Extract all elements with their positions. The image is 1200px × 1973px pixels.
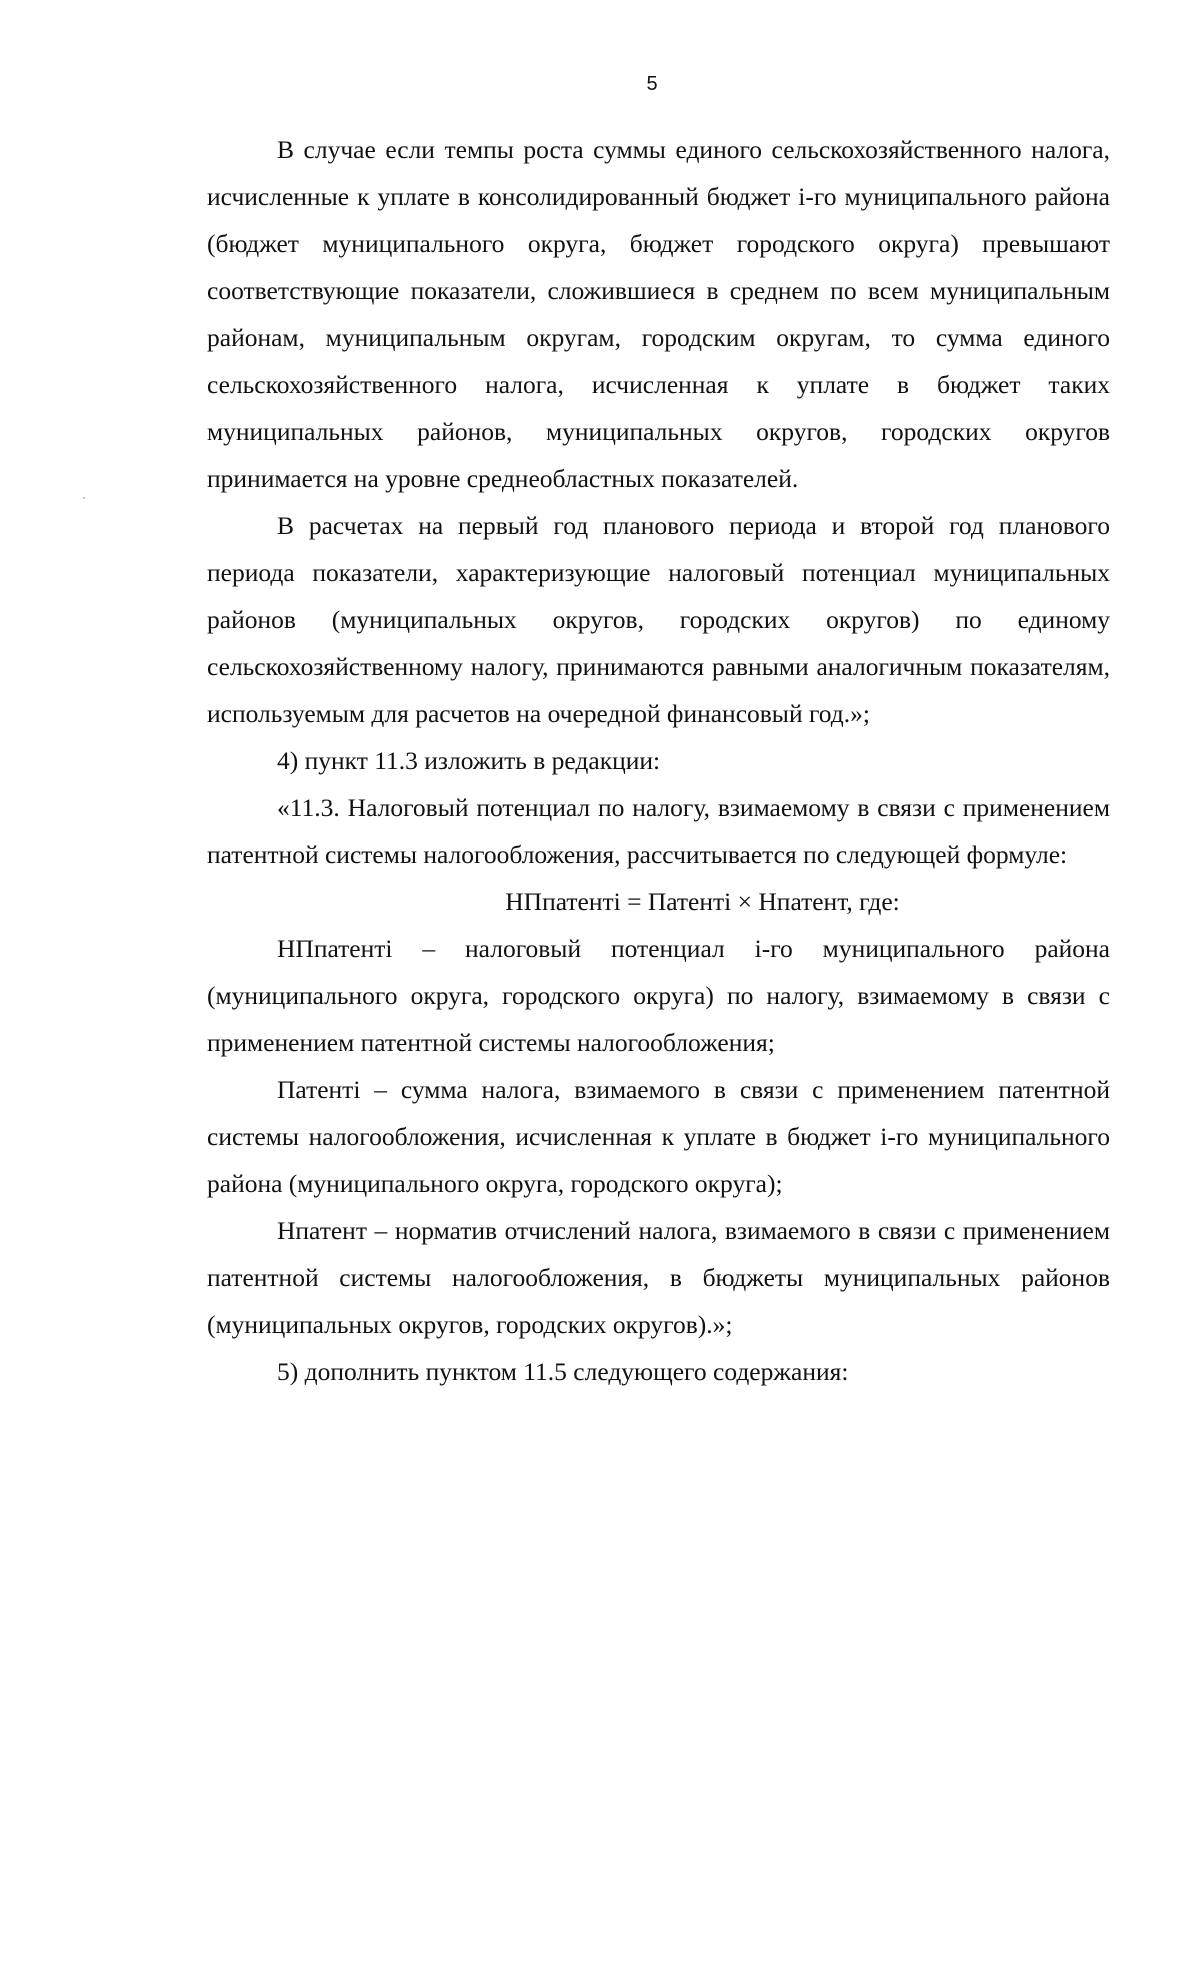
paragraph-definition-nppatent: НПпатентi – налоговый потенциал i-го муниципального района (муниципального округа, городского округа) по налогу, взимаемому в связи с применением патентной системы налогообложения; <box>207 934 1110 1057</box>
paragraph-definition-npatent: Нпатент – норматив отчислений налога, взимаемого в связи с применением патентной системы налогообложения, в бюджеты муниципальных районов (муниципальных округов, городских округов).»; <box>207 1216 1110 1339</box>
paragraph-item-4: 4) пункт 11.3 изложить в редакции: <box>277 746 661 775</box>
scan-speck <box>83 497 85 499</box>
paragraph-esxn-growth: В случае если темпы роста суммы единого сельскохозяйственного налога, исчисленные к уплате в консолидированный бюджет i-го муниципального района (бюджет муниципального округа, бюджет городского округа) превышают соответствующие показатели, сложившиеся в среднем по всем муниципальным районам, муниципальным округам, городским округам, то сумма единого сельскохозяйственного налога, исчисленная к уплате в бюджет таких муниципальных районов, муниципальных округов, городских округов принимается на уровне среднеобластных показателей. <box>207 135 1110 493</box>
paragraph-definition-patent: Патентi – сумма налога, взимаемого в связи с применением патентной системы налогообложения, исчисленная к уплате в бюджет i-го муниципального района (муниципального округа, городского округа); <box>207 1075 1110 1198</box>
page-number: 5 <box>646 73 658 95</box>
paragraph-clause-11-3: «11.3. Налоговый потенциал по налогу, взимаемому в связи с применением патентной системы налогообложения, рассчитывается по следующей формуле: <box>207 793 1110 869</box>
paragraph-item-5: 5) дополнить пунктом 11.5 следующего содержания: <box>277 1357 849 1386</box>
formula: НПпатентi = Патентi × Нпатент, где: <box>505 887 900 916</box>
paragraph-planning-period: В расчетах на первый год планового периода и второй год планового периода показатели, характеризующие налоговый потенциал муниципальных районов (муниципальных округов, городских округов) по единому сельскохозяйственному налогу, принимаются равными аналогичным показателям, используемым для расчетов на очередной финансовый год.»; <box>207 511 1110 728</box>
document-body <box>207 126 1110 1395</box>
